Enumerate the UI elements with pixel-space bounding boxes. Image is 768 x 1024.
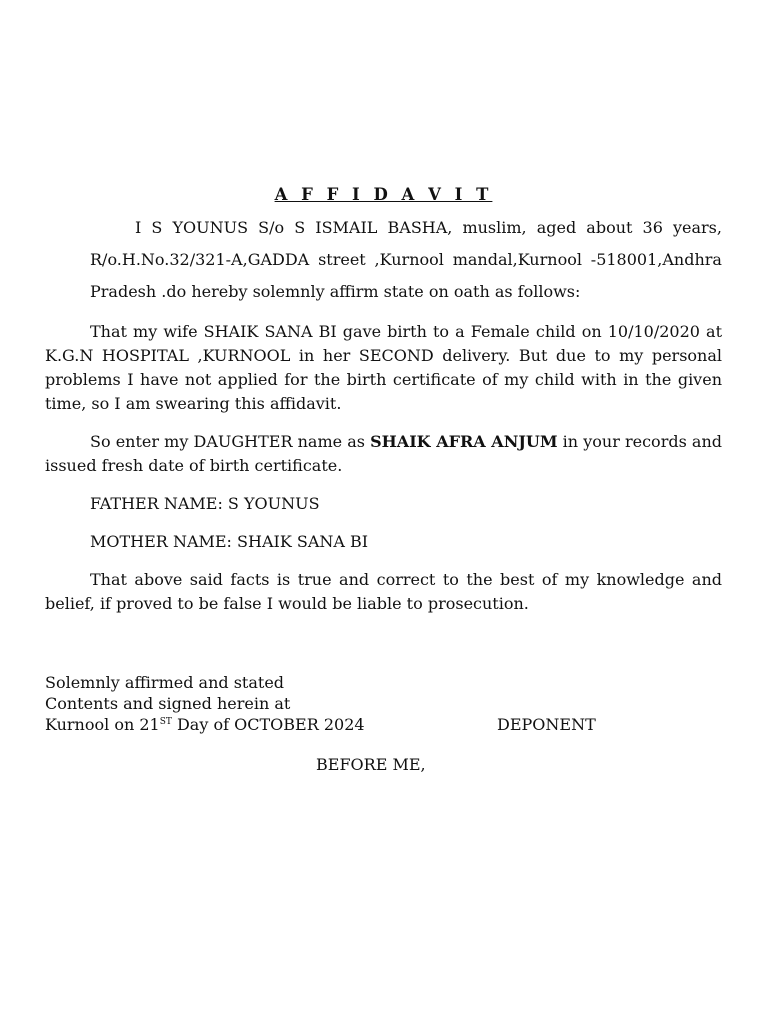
father-name-line: FATHER NAME: S YOUNUS [90, 494, 320, 513]
intro-word: ISMAIL [315, 218, 378, 237]
intro-word: I [135, 218, 142, 237]
mother-name-line: MOTHER NAME: SHAIK SANA BI [90, 532, 369, 551]
enter-name-after: in your records and issued fresh date of birth certificate. [45, 432, 723, 475]
intro-word: ,Kurnool [374, 250, 444, 269]
closing-line-2: Contents and signed herein at [45, 694, 291, 713]
intro-word: muslim, [462, 218, 527, 237]
closing-date-suffix: Day of OCTOBER 2024 [171, 715, 365, 734]
closing-block [45, 672, 722, 735]
birth-paragraph [45, 320, 722, 416]
closing-date-ordinal: ST [159, 717, 172, 727]
document-title: A F F I D A V I T [274, 185, 493, 204]
affidavit-body [45, 184, 722, 616]
daughter-name: SHAIK AFRA ANJUM [370, 432, 558, 451]
intro-word: -518001,Andhra [590, 250, 722, 269]
closing-line-1: Solemnly affirmed and stated [45, 673, 285, 692]
intro-word: YOUNUS [172, 218, 249, 237]
intro-paragraph [45, 212, 722, 308]
deponent-label: DEPONENT [497, 715, 596, 734]
enter-name-paragraph [45, 430, 722, 478]
intro-word: 36 [642, 218, 663, 237]
intro-word: S [151, 218, 163, 237]
enter-name-before: So enter my DAUGHTER name as [90, 432, 371, 451]
intro-word: about [586, 218, 633, 237]
intro-word: R/o.H.No.32/321-A,GADDA [90, 250, 310, 269]
intro-word: mandal,Kurnool [452, 250, 582, 269]
facts-paragraph [45, 568, 722, 616]
intro-word: BASHA, [387, 218, 453, 237]
closing-line-3 [45, 714, 722, 735]
intro-line-1 [45, 212, 722, 244]
intro-word: aged [536, 218, 577, 237]
closing-date-prefix: Kurnool on 21 [45, 715, 160, 734]
birth-paragraph-text: That my wife SHAIK SANA BI gave birth to a Female child on 10/10/2020 at K.G.N HOSPITAL ,KURNOOL in her SECOND delivery. But due to my personal problems I have not applied for the birth certificate of my child with in the given time, so I am swearing this affidavit. [45, 322, 722, 413]
intro-word: S [294, 218, 306, 237]
before-me-label: BEFORE ME, [316, 755, 426, 774]
intro-line-2 [45, 244, 722, 276]
intro-line-3: Pradesh .do hereby solemnly affirm state on oath as follows: [90, 282, 581, 301]
intro-word: street [318, 250, 366, 269]
intro-word: S/o [258, 218, 285, 237]
facts-paragraph-text: That above said facts is true and correct to the best of my knowledge and belief, if proved to be false I would be liable to prosecution. [45, 570, 722, 613]
intro-word: years, [672, 218, 722, 237]
